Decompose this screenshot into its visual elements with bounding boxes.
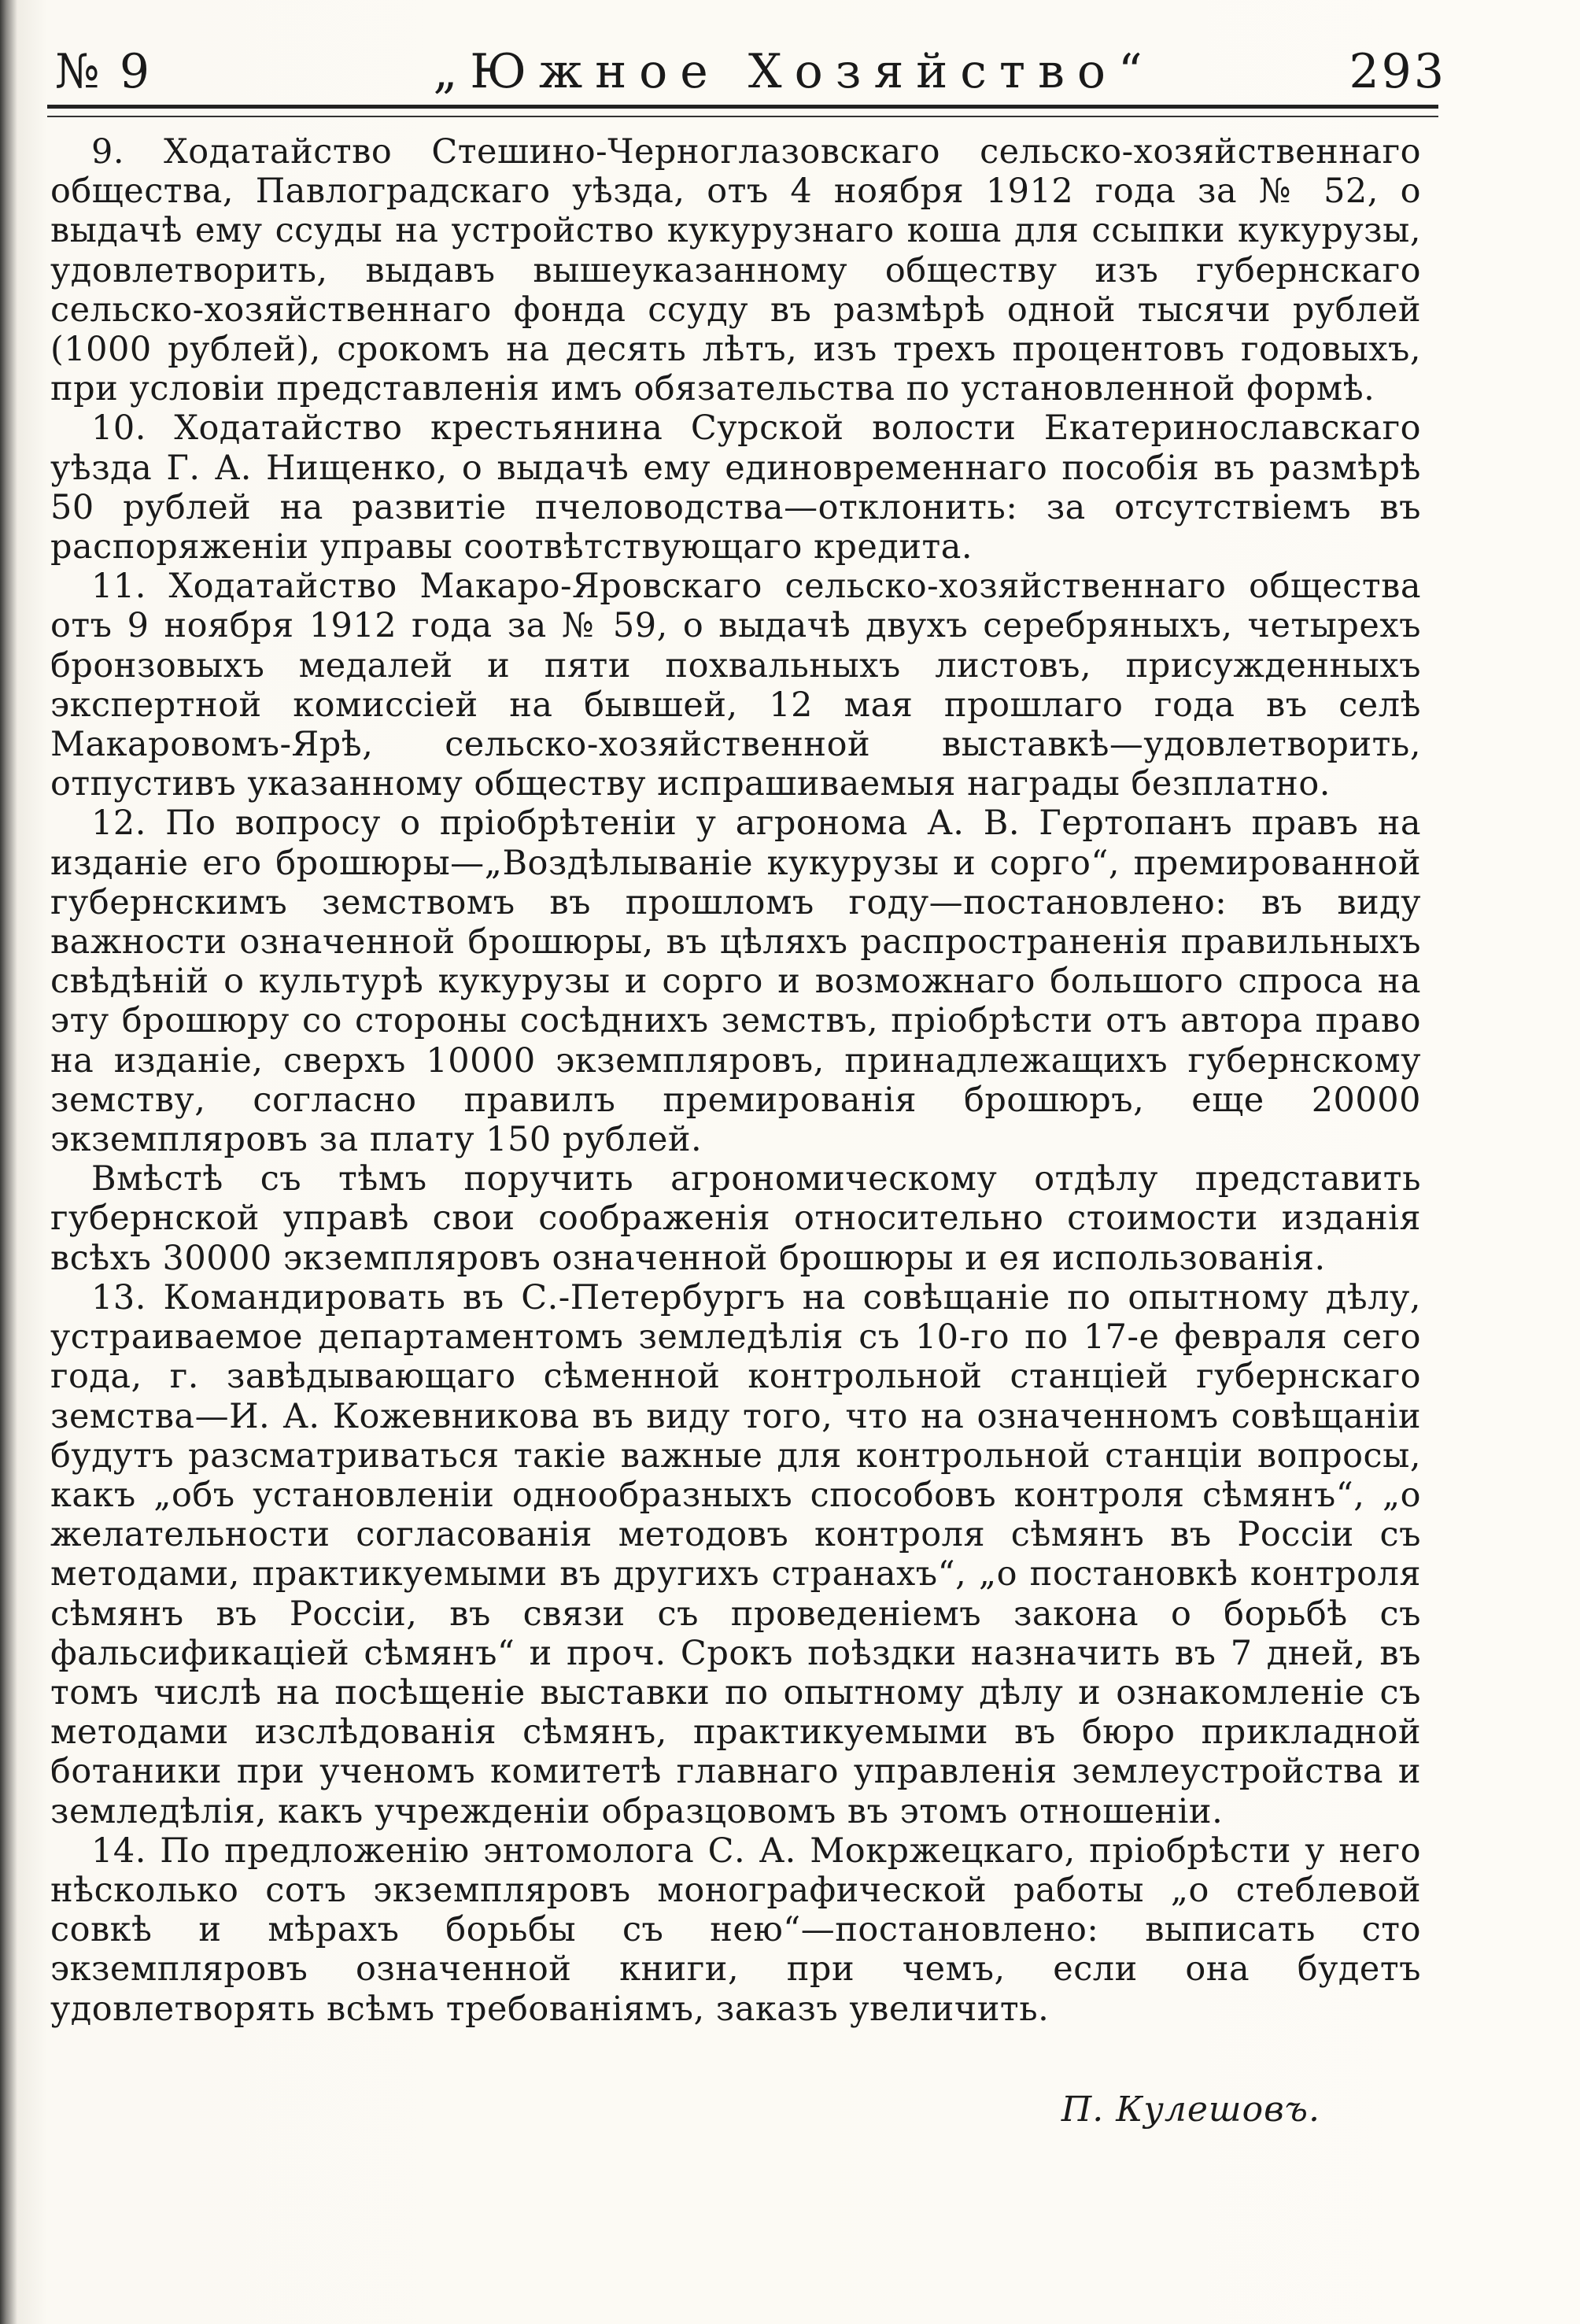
paragraph-item-14: 14. По предложенію энтомолога С. А. Мокржецкаго, пріобрѣсти у него нѣсколько сотъ экземпляровъ монографической работы „о стеблевой совкѣ и мѣрахъ борьбы съ нею“—постановлено: выписать сто экземпляровъ означенной книги, при чемъ, если она будетъ удовлетворять всѣмъ требованіямъ, заказъ увеличить.	[50, 1831, 1421, 2029]
author-signature: П. Кулешовъ.	[1061, 2089, 1320, 2130]
paragraph-item-10: 10. Ходатайство крестьянина Сурской волости Екатеринославскаго уѣзда Г. А. Нищенко, о выдачѣ ему единовременнаго пособія въ размѣрѣ 50 рублей на развитіе пчеловодства—отклонить: за отсутствіемъ въ распоряженіи управы соотвѣтствующаго кредита.	[50, 408, 1421, 567]
paragraph-item-13: 13. Командировать въ С.-Петербургъ на совѣщаніе по опытному дѣлу, устраиваемое департаментомъ земледѣлія съ 10-го по 17-е февраля сего года, г. завѣдывающаго сѣменной контрольной станціей губернскаго земства—И. А. Кожевникова въ виду того, что на означенномъ совѣщаніи будутъ разсматриваться такіе важные для контрольной станціи вопросы, какъ „объ установленіи однообразныхъ способовъ контроля сѣмянъ“, „о желательности согласованія методовъ контроля сѣмянъ въ Россіи съ методами, практикуемыми въ другихъ странахъ“, „о постановкѣ контроля сѣмянъ въ Россіи, въ связи съ проведеніемъ закона о борьбѣ съ фальсификаціей сѣмянъ“ и проч. Срокъ поѣздки назначить въ 7 дней, въ томъ числѣ на посѣщеніе выставки по опытному дѣлу и ознакомленіе съ методами изслѣдованія сѣмянъ, практикуемыми въ бюро прикладной ботаники при ученомъ комитетѣ главнаго управленія землеустройства и земледѣлія, какъ учрежденіи образцовомъ въ этомъ отношеніи.	[50, 1277, 1421, 1831]
header-rule-thick	[47, 105, 1438, 109]
page-number: 293	[1349, 44, 1446, 99]
page-header	[55, 38, 1533, 109]
paragraph-item-12: 12. По вопросу о пріобрѣтеніи у агронома А. В. Гертопанъ правъ на изданіе его брошюры—„Воздѣлываніе кукурузы и сорго“, премированной губернскимъ земствомъ въ прошломъ году—постановлено: въ виду важности означенной брошюры, въ цѣляхъ распространенія правильныхъ свѣдѣній о культурѣ кукурузы и сорго и возможнаго большого спроса на эту брошюру со стороны сосѣднихъ земствъ, пріобрѣсти отъ автора право на изданіе, сверхъ 10000 экземпляровъ, принадлежащихъ губернскому земству, согласно правилъ премированія брошюръ, еще 20000 экземпляровъ за плату 150 рублей.	[50, 804, 1421, 1160]
paragraph-item-12-continued: Вмѣстѣ съ тѣмъ поручить агрономическому отдѣлу представить губернской управѣ свои соображенія относительно стоимости изданія всѣхъ 30000 экземпляровъ означенной брошюры и ея использованія.	[50, 1159, 1421, 1278]
journal-title: „Южное Хозяйство“	[433, 44, 1155, 99]
header-rule-thin	[47, 116, 1438, 117]
article-body	[50, 132, 1421, 2029]
paragraph-item-9: 9. Ходатайство Стешино-Черноглазовскаго сельско-хозяйственнаго общества, Павлоградскаго уѣзда, отъ 4 ноября 1912 года за № 52, о выдачѣ ему ссуды на устройство кукурузнаго коша для ссыпки кукурузы, удовлетворить, выдавъ вышеуказанному обществу изъ губернскаго сельско-хозяйственнаго фонда ссуду въ размѣрѣ одной тысячи рублей (1000 рублей), срокомъ на десять лѣтъ, изъ трехъ процентовъ годовыхъ, при условіи представленія имъ обязательства по установленной формѣ.	[50, 132, 1421, 409]
issue-number: № 9	[55, 44, 153, 99]
paragraph-item-11: 11. Ходатайство Макаро-Яровскаго сельско-хозяйственнаго общества отъ 9 ноября 1912 года за № 59, о выдачѣ двухъ серебряныхъ, четырехъ бронзовыхъ медалей и пяти похвальныхъ листовъ, присужденныхъ экспертной комиссіей на бывшей, 12 мая прошлаго года въ селѣ Макаровомъ-Ярѣ, сельско-хозяйственной выставкѣ—удовлетворить, отпустивъ указанному обществу испрашиваемыя награды безплатно.	[50, 567, 1421, 804]
